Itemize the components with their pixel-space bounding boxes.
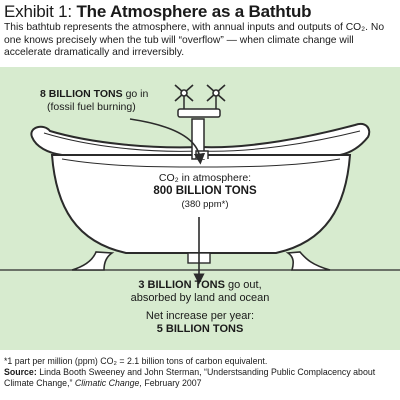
source-citation	[4, 367, 396, 389]
net-caption: Net increase per year:	[145, 310, 255, 322]
input-amount: 8 BILLION TONS	[40, 88, 123, 100]
net-increase-label	[100, 310, 300, 336]
outflow-detail: absorbed by land and ocean	[130, 292, 270, 304]
source-journal: Climatic Change,	[74, 378, 142, 388]
intro-text: This bathtub represents the atmosphere, with annual inputs and outputs of CO₂. No one knows precisely when the tub will “overflow” — when climate change will accelerate dramatically and irreversibly.	[4, 22, 385, 58]
tub-foot-left	[72, 252, 112, 270]
outflow-amount: 3 BILLION TONS	[138, 279, 225, 291]
footnote-block	[4, 356, 396, 389]
exhibit-number: Exhibit 1:	[4, 2, 72, 21]
input-label	[40, 88, 190, 114]
net-amount: 5 BILLION TONS	[156, 323, 244, 335]
atmosphere-caption: CO₂ in atmosphere:	[158, 172, 252, 184]
outflow-label	[70, 279, 330, 305]
input-detail: (fossil fuel burning)	[47, 101, 136, 113]
source-date: February 2007	[144, 378, 202, 388]
exhibit-title	[4, 2, 311, 22]
atmosphere-amount: 800 BILLION TONS	[153, 185, 257, 197]
atmosphere-label	[135, 172, 275, 211]
input-text: go in	[125, 88, 149, 100]
source-label: Source:	[4, 367, 37, 377]
exhibit-heading: The Atmosphere as a Bathtub	[76, 2, 312, 21]
source-text: Linda Booth Sweeney and John Sterman, “Understsanding Public Complacency about Climate Change,”	[4, 367, 376, 388]
ppm-footnote: *1 part per million (ppm) CO₂ = 2.1 billion tons of carbon equivalent.	[4, 356, 268, 366]
tub-foot-right	[288, 252, 330, 270]
outflow-text: go out,	[228, 279, 262, 291]
atmosphere-ppm: (380 ppm*)	[181, 199, 229, 210]
